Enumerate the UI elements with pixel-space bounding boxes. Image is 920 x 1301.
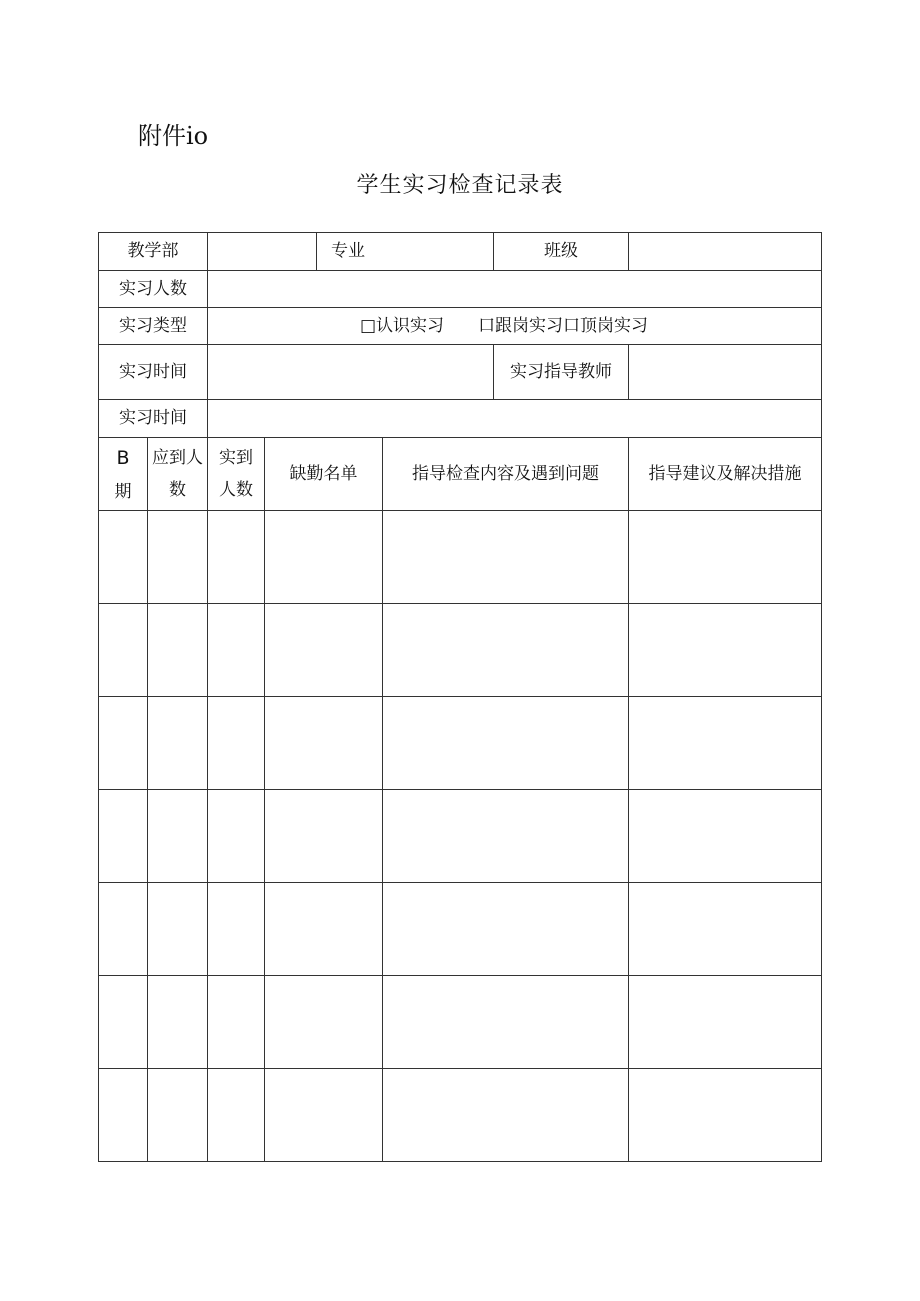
class-label: 班级 xyxy=(494,233,629,271)
record-content-cell[interactable] xyxy=(383,697,629,790)
header-date xyxy=(99,438,148,511)
record-date-cell[interactable] xyxy=(99,1069,148,1162)
count-label: 实习人数 xyxy=(99,271,208,308)
record-absent-cell[interactable] xyxy=(265,1069,383,1162)
form-title: 学生实习检查记录表 xyxy=(356,173,564,198)
record-advice-cell[interactable] xyxy=(629,604,822,697)
header-date-bottom: 期 xyxy=(114,481,132,502)
time2-value[interactable] xyxy=(208,400,822,438)
record-advice-cell[interactable] xyxy=(629,790,822,883)
record-expected-cell[interactable] xyxy=(148,511,208,604)
header-actual xyxy=(208,438,265,511)
major-label: 专业 xyxy=(317,233,494,271)
header-expected-top: 应到人 xyxy=(152,447,203,468)
record-actual-cell[interactable] xyxy=(208,604,265,697)
header-content: 指导检查内容及遇到问题 xyxy=(383,438,629,511)
time-label: 实习时间 xyxy=(99,345,208,400)
record-row xyxy=(99,790,822,883)
record-absent-cell[interactable] xyxy=(265,976,383,1069)
teacher-label: 实习指导教师 xyxy=(494,345,629,400)
type-option-shadow-and-post[interactable]: 口跟岗实习口顶岗实习 xyxy=(478,315,649,336)
record-date-cell[interactable] xyxy=(99,790,148,883)
record-row xyxy=(99,697,822,790)
header-expected-bottom: 数 xyxy=(169,480,186,500)
record-absent-cell[interactable] xyxy=(265,883,383,976)
record-advice-cell[interactable] xyxy=(629,976,822,1069)
record-date-cell[interactable] xyxy=(99,697,148,790)
record-advice-cell[interactable] xyxy=(629,511,822,604)
record-row xyxy=(99,1069,822,1162)
header-advice: 指导建议及解决措施 xyxy=(629,438,822,511)
record-actual-cell[interactable] xyxy=(208,697,265,790)
record-absent-cell[interactable] xyxy=(265,511,383,604)
record-row xyxy=(99,976,822,1069)
record-header-row xyxy=(99,438,822,511)
record-date-cell[interactable] xyxy=(99,976,148,1069)
record-absent-cell[interactable] xyxy=(265,697,383,790)
count-value[interactable] xyxy=(208,271,822,308)
record-content-cell[interactable] xyxy=(383,883,629,976)
record-expected-cell[interactable] xyxy=(148,604,208,697)
record-date-cell[interactable] xyxy=(99,511,148,604)
record-content-cell[interactable] xyxy=(383,1069,629,1162)
record-row xyxy=(99,604,822,697)
record-content-cell[interactable] xyxy=(383,604,629,697)
record-expected-cell[interactable] xyxy=(148,976,208,1069)
record-expected-cell[interactable] xyxy=(148,697,208,790)
record-date-cell[interactable] xyxy=(99,883,148,976)
type-label: 实习类型 xyxy=(99,308,208,345)
teacher-value[interactable] xyxy=(629,345,822,400)
record-content-cell[interactable] xyxy=(383,976,629,1069)
info-row-time xyxy=(99,345,822,400)
record-content-cell[interactable] xyxy=(383,511,629,604)
info-row-type xyxy=(99,308,822,345)
record-expected-cell[interactable] xyxy=(148,1069,208,1162)
record-row xyxy=(99,511,822,604)
record-expected-cell[interactable] xyxy=(148,883,208,976)
info-row-department xyxy=(99,233,822,271)
header-actual-top: 实到 xyxy=(219,447,253,468)
inspection-record-table xyxy=(98,232,822,1162)
header-actual-bottom: 人数 xyxy=(219,480,253,500)
record-actual-cell[interactable] xyxy=(208,883,265,976)
info-row-count xyxy=(99,271,822,308)
time2-label: 实习时间 xyxy=(99,400,208,438)
attachment-label: 附件io xyxy=(138,122,209,150)
record-date-cell[interactable] xyxy=(99,604,148,697)
record-advice-cell[interactable] xyxy=(629,1069,822,1162)
header-expected xyxy=(148,438,208,511)
record-actual-cell[interactable] xyxy=(208,976,265,1069)
record-row xyxy=(99,883,822,976)
record-advice-cell[interactable] xyxy=(629,883,822,976)
type-options[interactable] xyxy=(208,308,822,345)
record-absent-cell[interactable] xyxy=(265,790,383,883)
record-actual-cell[interactable] xyxy=(208,1069,265,1162)
record-advice-cell[interactable] xyxy=(629,697,822,790)
record-expected-cell[interactable] xyxy=(148,790,208,883)
info-row-time-2 xyxy=(99,400,822,438)
header-date-top: B xyxy=(116,446,130,469)
record-actual-cell[interactable] xyxy=(208,790,265,883)
record-absent-cell[interactable] xyxy=(265,604,383,697)
time-value[interactable] xyxy=(208,345,494,400)
type-option-recognition[interactable]: □认识实习 xyxy=(360,315,445,336)
class-value[interactable] xyxy=(629,233,822,271)
record-actual-cell[interactable] xyxy=(208,511,265,604)
department-label: 教学部 xyxy=(99,233,208,271)
record-content-cell[interactable] xyxy=(383,790,629,883)
header-absent: 缺勤名单 xyxy=(265,438,383,511)
department-value[interactable] xyxy=(208,233,317,271)
